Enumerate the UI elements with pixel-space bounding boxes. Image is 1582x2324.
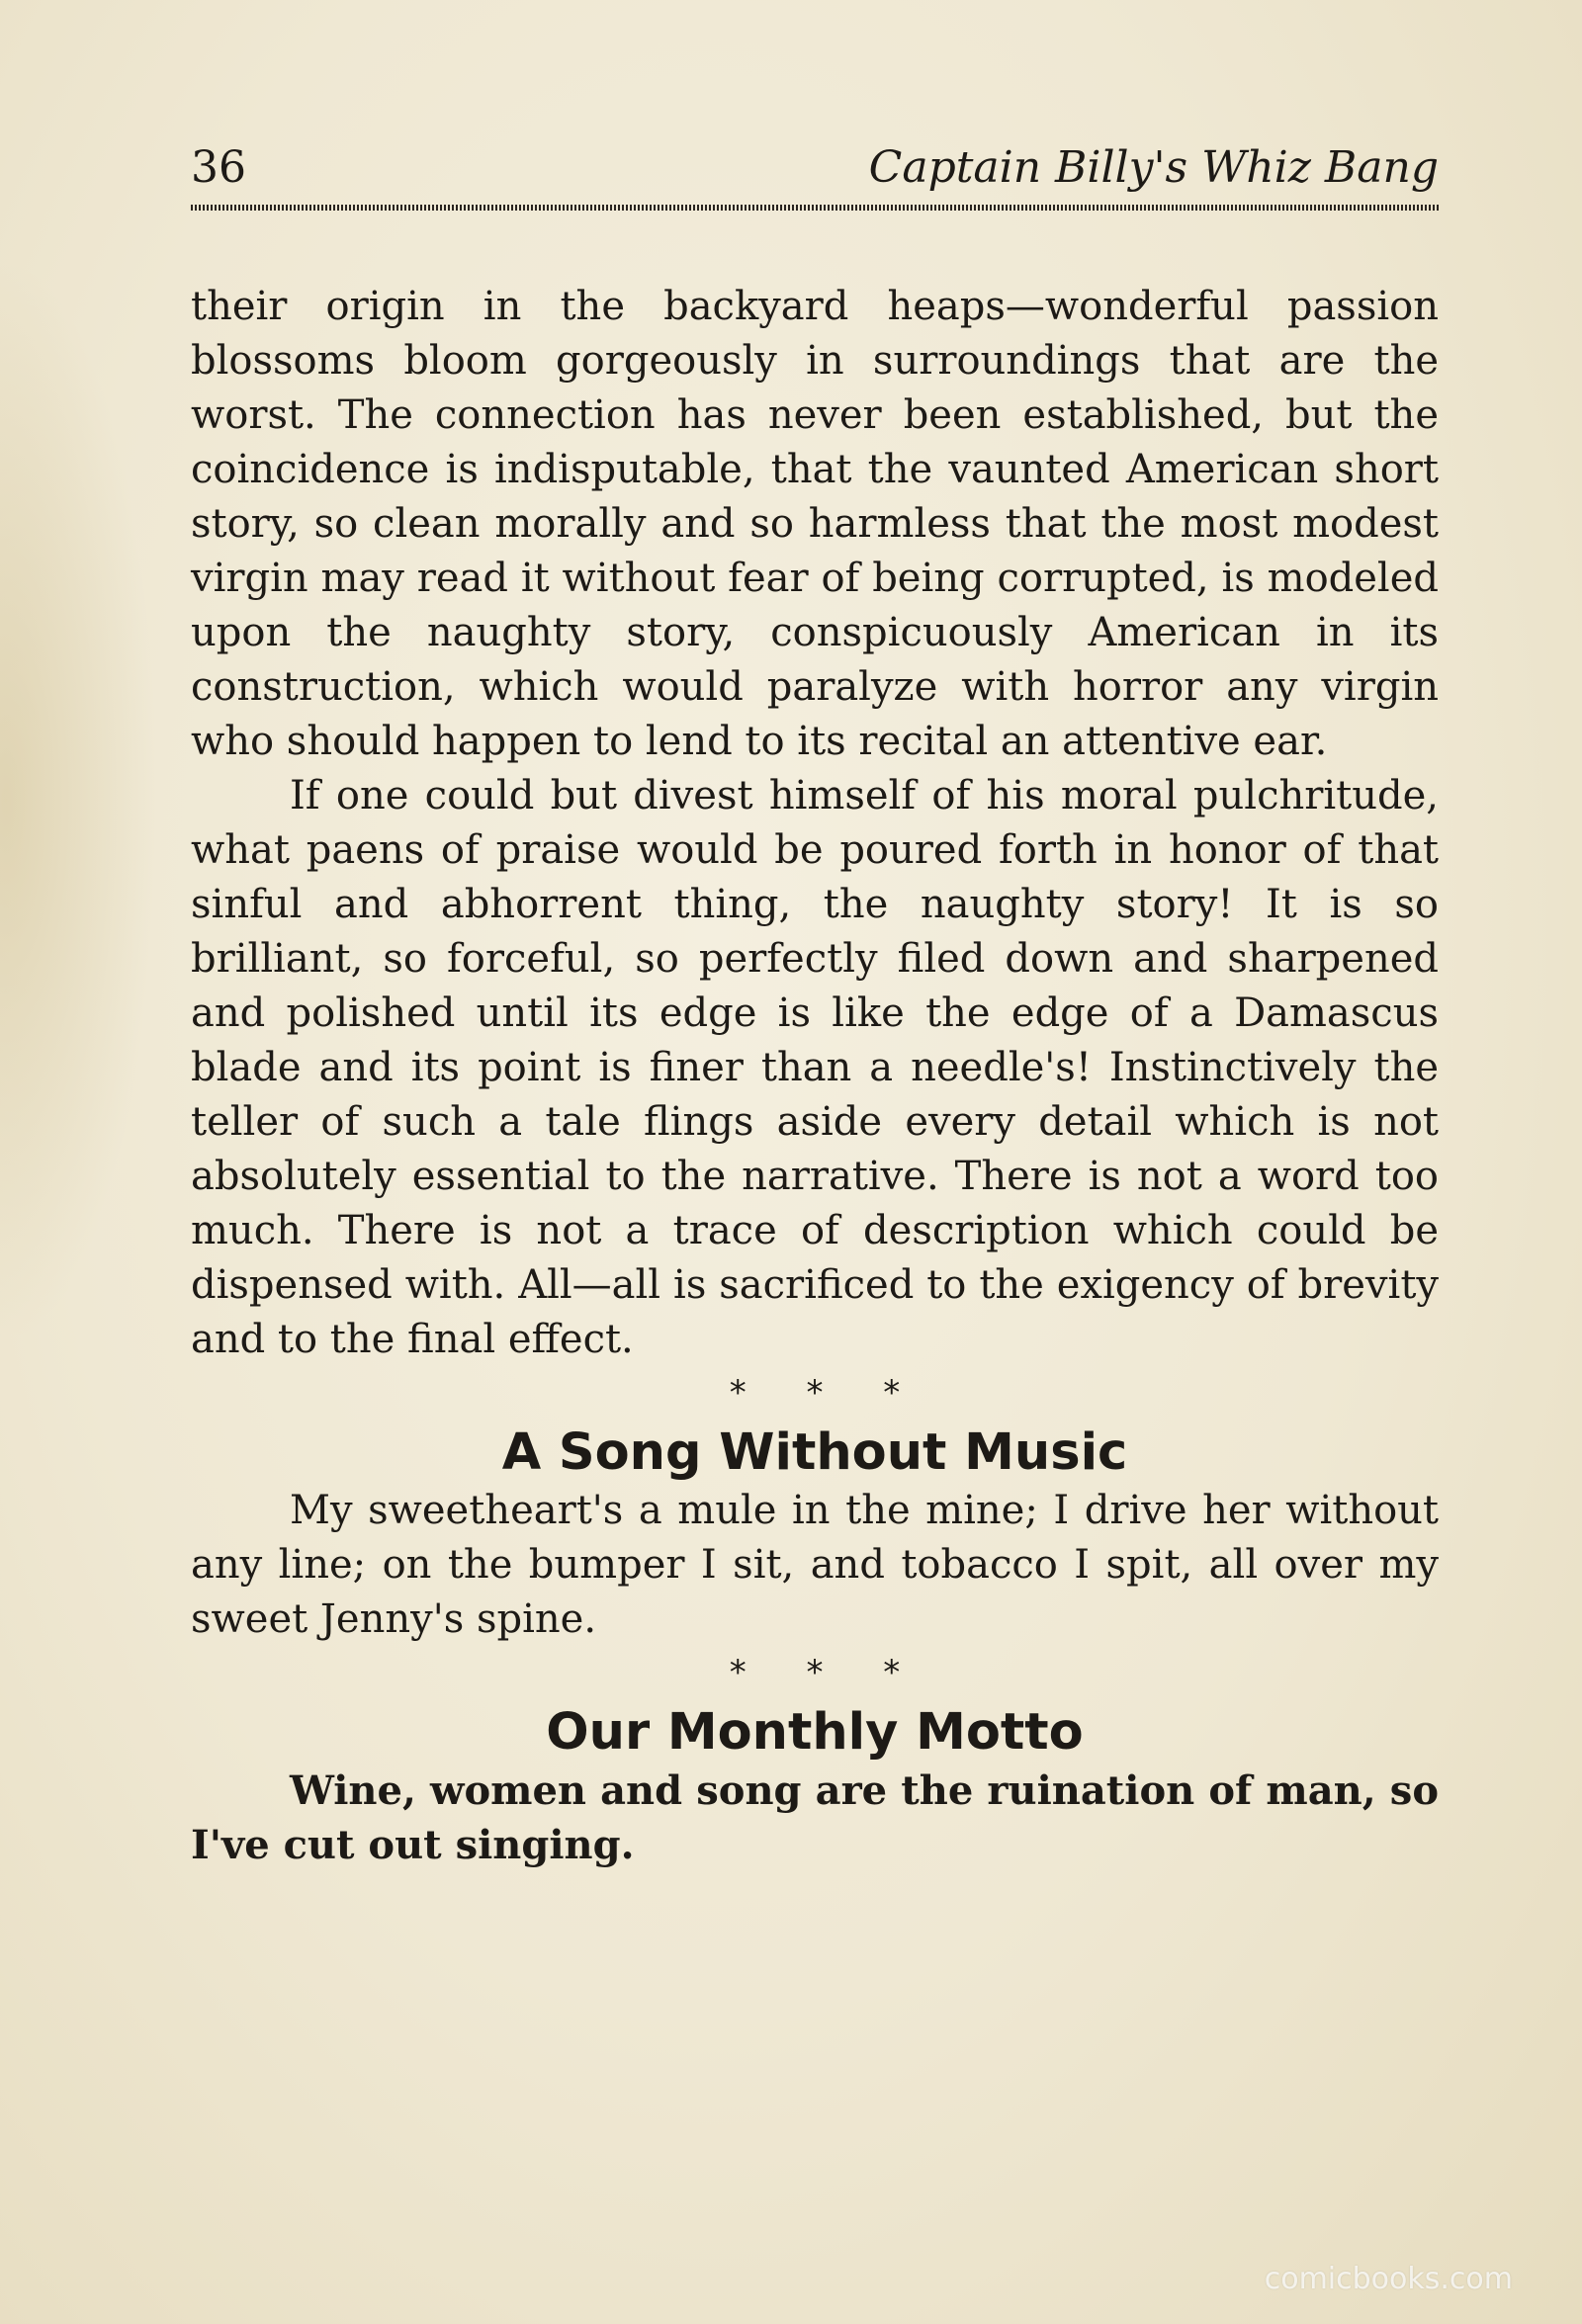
song-title: A Song Without Music — [501, 1423, 1128, 1482]
page-header — [191, 138, 1439, 208]
paper-stain — [0, 257, 158, 1344]
motto-text: Wine, women and song are the ruination of man, so I've cut out singing. — [191, 1767, 1439, 1868]
watermark: comicbooks.com — [1264, 2262, 1513, 2296]
article-paragraph-2: If one could but divest himself of his moral pulchritude, what paens of praise would be poured forth in honor of that sinful and abhorrent thing, the naughty story! It is so brilliant, so forceful, so perfectly filed down and sharpened and polished until its edge is like the edge of a Damascus blade and its point is finer than a needle's! Instinctively the teller of such a tale flings aside every detail which is not absolutely essential to the narrative. There is not a word too much. There is not a trace of description which could be dispensed with. All—all is sacrificed to the exigency of brevity and to the final effect. — [191, 773, 1439, 1362]
running-title: Captain Billy's Whiz Bang — [868, 142, 1439, 193]
section-separator: * * * — [729, 1373, 901, 1413]
song-text: My sweetheart's a mule in the mine; I drive her without any line; on the bumper I sit, and tobacco I spit, all over my sweet Jenny's spine. — [191, 1488, 1439, 1642]
page-number: 36 — [191, 142, 246, 193]
page-body — [191, 280, 1439, 1872]
section-separator: * * * — [729, 1653, 901, 1692]
article-paragraph-1: their origin in the backyard heaps—wonderful passion blossoms bloom gorgeously in surroundings that are the worst. The connection has never been established, but the coincidence is indisputable, that the vaunted American short story, so clean morally and so harmless that the most modest virgin may read it without fear of being corrupted, is modeled upon the naughty story, conspicuously American in its construction, which would paralyze with horror any virgin who should happen to lend to its recital an attentive ear. — [191, 284, 1439, 764]
header-rule — [191, 205, 1439, 211]
motto-title: Our Monthly Motto — [546, 1703, 1084, 1762]
